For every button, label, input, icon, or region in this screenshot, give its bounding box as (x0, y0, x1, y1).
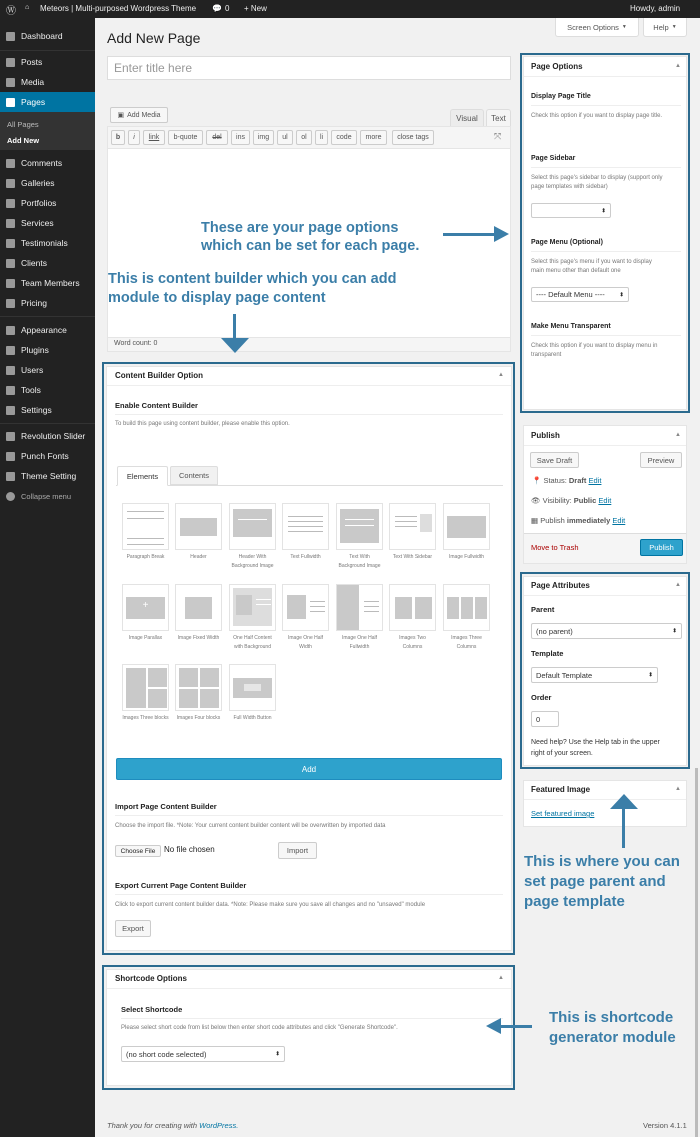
footer-version: Version 4.1.1 (643, 1121, 687, 1130)
module-caption-line: Image Parallax (128, 635, 163, 641)
collapse-icon (6, 492, 15, 501)
menu-galleries[interactable] (0, 173, 95, 193)
publish-title: Publish (531, 431, 560, 440)
annotation-content-builder (108, 270, 396, 308)
module-caption-line: Images Three (451, 635, 482, 641)
edit-status-link[interactable]: Edit (588, 476, 602, 485)
arrow-up-icon (610, 794, 638, 809)
module-caption-line: Text With Sidebar (392, 554, 433, 560)
admin-bar (0, 0, 700, 18)
title-input[interactable]: Enter title here (107, 56, 511, 80)
module-caption-line: Background Image (338, 563, 381, 569)
save-draft-button[interactable]: Save Draft (530, 452, 579, 468)
export-button[interactable]: Export (115, 920, 151, 937)
module-caption-line: Image One Half (287, 635, 324, 641)
display-title-label: Display Page Title (531, 93, 591, 100)
module-caption-line: Width (299, 644, 312, 650)
edit-visibility-link[interactable]: Edit (598, 496, 612, 505)
qt-code-button[interactable]: code (331, 130, 357, 145)
portfolio-icon (6, 199, 15, 208)
module-caption-line: Images Three blocks (122, 715, 169, 721)
editor-status-bar (108, 337, 510, 351)
export-title: Export Current Page Content Builder (115, 881, 247, 890)
qt-close-tags-button[interactable]: close tags (392, 130, 434, 145)
page-title: Add New Page (107, 30, 201, 46)
services-icon (6, 219, 15, 228)
arrow-right-icon (494, 226, 509, 242)
menu-label: Collapse menu (21, 491, 72, 501)
menu-dashboard[interactable] (0, 26, 95, 46)
collapse-arrow-icon[interactable]: ▲ (675, 582, 681, 588)
order-label: Order (531, 693, 552, 702)
edit-date-link[interactable]: Edit (612, 516, 626, 525)
add-module-button[interactable]: Add (116, 758, 502, 780)
menu-theme-setting[interactable] (0, 466, 95, 486)
transparent-label: Make Menu Transparent (531, 323, 611, 330)
menu-label: Tools (21, 385, 41, 395)
menu-label: Comments (21, 158, 63, 168)
menu-users[interactable] (0, 360, 95, 380)
tab-contents[interactable]: Contents (170, 466, 218, 485)
menu-label: Theme Setting (21, 471, 77, 481)
arrow-down-shaft (233, 314, 236, 340)
tools-icon (6, 386, 15, 395)
menu-pages[interactable] (0, 92, 95, 112)
help-line: right of your screen. (531, 750, 593, 757)
qt-del-button[interactable]: del (206, 130, 228, 145)
module-thumbnail: + (122, 584, 169, 631)
export-desc: Click to export current content builder data. *Note: Please make sure you save all changes and no "unsaved" module (115, 902, 426, 908)
qt-link-button[interactable]: link (143, 130, 165, 145)
annotation-line: which can be set for each page. (201, 238, 420, 254)
qt-italic-button[interactable]: i (128, 130, 140, 145)
menu-label: Clients (21, 258, 47, 268)
page-options-highlight (520, 53, 690, 413)
footer-thanks-text: Thank you for creating with (107, 1121, 198, 1130)
qt-bold-button[interactable]: b (111, 130, 125, 145)
collapse-arrow-icon[interactable]: ▲ (675, 432, 681, 438)
add-media-button[interactable] (110, 107, 168, 123)
page-options-title: Page Options (531, 62, 583, 71)
menu-label: Services (21, 218, 54, 228)
menu-label: Pricing (21, 298, 47, 308)
module-caption-line: Text With (349, 554, 370, 560)
content-builder-title: Content Builder Option (115, 371, 203, 380)
howdy-user[interactable]: Howdy, admin (630, 4, 681, 13)
menu-label: Portfolios (21, 198, 57, 208)
qt-ol-button[interactable]: ol (296, 130, 312, 145)
scrollbar[interactable] (695, 768, 698, 1137)
menu-portfolios[interactable] (0, 193, 95, 213)
visibility-label: Visibility: (542, 496, 572, 505)
gear-icon (6, 472, 15, 481)
annotation-shortcode (549, 1008, 676, 1048)
module-caption-line: Image Fullwidth (448, 554, 484, 560)
template-select-value: Default Template (536, 670, 593, 680)
module-caption-line: Full Width Button (233, 715, 272, 721)
comments-count[interactable]: 0 (225, 4, 230, 13)
select-arrow-icon: ⬍ (600, 208, 606, 214)
annotation-line: set page parent and (524, 873, 666, 890)
menu-services[interactable] (0, 213, 95, 233)
users-icon (6, 366, 15, 375)
order-input[interactable]: 0 (531, 711, 559, 727)
module-caption-line: Header (190, 554, 207, 560)
import-title: Import Page Content Builder (115, 802, 217, 811)
plugins-icon (6, 346, 15, 355)
desc-line: main menu other than default one (531, 268, 621, 274)
pricing-icon (6, 299, 15, 308)
menu-testimonials[interactable] (0, 233, 95, 253)
eye-icon: 👁 (531, 496, 541, 505)
module-caption-line: Image Fixed Width (177, 635, 220, 641)
annotation-line: These are your page options (201, 220, 399, 236)
menu-punch-fonts[interactable] (0, 446, 95, 466)
settings-icon (6, 406, 15, 415)
annotation-line: page template (524, 893, 625, 910)
menu-plugins[interactable] (0, 340, 95, 360)
screen-options-tab[interactable] (555, 18, 639, 37)
no-file-chosen: No file chosen (164, 845, 215, 854)
module-caption-line: Columns (456, 644, 477, 650)
publish-date-row (531, 516, 625, 525)
menu-label: Revolution Slider (21, 431, 86, 441)
choose-file-button[interactable]: Choose File (115, 845, 161, 857)
module-caption-line: Header With (238, 554, 267, 560)
media-icon: ▣ (117, 112, 125, 119)
module-caption-line: Background Image (231, 563, 274, 569)
new-content-link[interactable]: + New (244, 4, 267, 13)
arrow-left-icon (486, 1018, 501, 1034)
display-title-desc: Check this option if you want to display page title. (531, 113, 663, 119)
enable-builder-desc: To build this page using content builder, please enable this option. (115, 421, 290, 427)
tab-elements[interactable]: Elements (117, 466, 168, 486)
content-builder-highlight (102, 362, 515, 955)
import-desc: Choose the import file. *Note: Your current content builder content will be overwritten by imported data (115, 823, 386, 829)
module-caption-line: Fullwidth (349, 644, 370, 650)
menu-tools[interactable] (0, 380, 95, 400)
enable-builder-label: Enable Content Builder (115, 401, 198, 410)
annotation-line: This is content builder which you can add (108, 271, 397, 287)
calendar-icon: ▦ (531, 516, 539, 525)
menu-appearance[interactable] (0, 320, 95, 340)
menu-option-label: Page Menu (Optional) (531, 239, 603, 246)
annotation-page-options (201, 219, 419, 255)
help-tab[interactable] (643, 18, 687, 37)
visibility-value: Public (573, 496, 597, 505)
collapse-menu[interactable] (0, 486, 95, 506)
help-label: Help (653, 22, 669, 32)
shortcode-select-value: (no short code selected) (126, 1049, 207, 1059)
qt-ins-button[interactable]: ins (231, 130, 250, 145)
footer-thanks (107, 1121, 238, 1130)
qt-bquote-button[interactable]: b-quote (168, 130, 203, 145)
slider-icon (6, 432, 15, 441)
select-arrow-icon: ⬍ (274, 1051, 280, 1058)
gallery-icon (6, 179, 15, 188)
menu-label: Galleries (21, 178, 55, 188)
page-attributes-highlight (520, 572, 690, 769)
module-caption-line: with Background (234, 644, 271, 650)
menu-posts[interactable] (0, 52, 95, 72)
menu-label: Settings (21, 405, 52, 415)
admin-menu (0, 18, 95, 1137)
preview-button[interactable]: Preview (640, 452, 682, 468)
select-shortcode-label: Select Shortcode (121, 1005, 183, 1014)
pages-icon (6, 98, 15, 107)
arrow-left-shaft (500, 1025, 532, 1028)
submenu-all-pages[interactable]: All Pages (7, 120, 39, 129)
menu-label: Appearance (21, 325, 67, 335)
add-media-label: Add Media (127, 111, 161, 119)
menu-label: Team Members (21, 278, 80, 288)
pin-icon (6, 58, 15, 67)
annotation-line: module to display page content (108, 290, 326, 306)
collapse-arrow-icon[interactable]: ▲ (675, 63, 681, 69)
testimonials-icon (6, 239, 15, 248)
wordpress-logo-icon[interactable]: Ⓦ (6, 6, 16, 17)
desc-line: Check this option if you want to display menu in (531, 343, 658, 349)
tab-visual[interactable]: Visual (450, 109, 484, 126)
module-caption-line: Image One Half (341, 635, 378, 641)
collapse-arrow-icon[interactable]: ▲ (675, 786, 681, 792)
menu-media[interactable] (0, 72, 95, 92)
menu-label: Plugins (21, 345, 49, 355)
appearance-icon (6, 326, 15, 335)
select-arrow-icon: ⬍ (618, 292, 624, 298)
publish-when: immediately (566, 516, 611, 525)
annotation-attributes (524, 852, 680, 912)
tab-text[interactable]: Text (486, 109, 511, 127)
import-button[interactable]: Import (278, 842, 317, 859)
clients-icon (6, 259, 15, 268)
qt-ul-button[interactable]: ul (277, 130, 293, 145)
select-arrow-icon: ⬍ (671, 628, 677, 635)
menu-select-value: ---- Default Menu ---- (536, 290, 605, 299)
screen-options-label: Screen Options (567, 22, 619, 32)
team-icon (6, 279, 15, 288)
media-icon (6, 78, 15, 87)
parent-select-value: (no parent) (536, 626, 573, 636)
menu-label: Punch Fonts (21, 451, 69, 461)
menu-label: Testimonials (21, 238, 68, 248)
module-caption-line: Images Four blocks (176, 715, 221, 721)
collapse-arrow-icon[interactable]: ▲ (498, 975, 504, 981)
shortcode-title: Shortcode Options (115, 974, 187, 983)
pin-icon: 📍 (532, 476, 542, 485)
featured-image-title: Featured Image (531, 785, 591, 794)
visibility-row (531, 496, 611, 505)
desc-line: page templates with sidebar) (531, 184, 608, 190)
qt-li-button[interactable]: li (315, 130, 328, 145)
site-name[interactable]: Meteors | Multi-purposed Wordpress Theme (40, 4, 197, 13)
menu-label: Posts (21, 57, 43, 67)
desc-line: transparent (531, 352, 562, 358)
dashboard-icon (6, 32, 15, 41)
menu-revolution-slider[interactable] (0, 426, 95, 446)
menu-label: Dashboard (21, 31, 63, 41)
annotation-line: generator module (549, 1029, 676, 1046)
move-to-trash-link[interactable]: Move to Trash (531, 543, 579, 552)
home-icon[interactable]: ⌂ (25, 4, 30, 11)
annotation-line: This is shortcode (549, 1009, 674, 1026)
qt-more-button[interactable]: more (360, 130, 387, 145)
collapse-arrow-icon[interactable]: ▲ (498, 372, 504, 378)
select-arrow-icon: ⬍ (647, 672, 653, 679)
submenu-add-new[interactable]: Add New (7, 136, 40, 145)
status-label: Status: (543, 476, 567, 485)
menu-clients[interactable] (0, 253, 95, 273)
qt-img-button[interactable]: img (253, 130, 274, 145)
set-featured-image-link[interactable]: Set featured image (531, 809, 595, 818)
desc-line: Select this page's sidebar to display (support only (531, 175, 663, 181)
fonts-icon (6, 452, 15, 461)
status-row (532, 476, 601, 485)
chevron-down-icon: ▼ (621, 24, 627, 30)
annotation-line: This is where you can (524, 853, 680, 870)
arrow-right-shaft (443, 233, 495, 236)
shortcode-desc: Please select short code from list below then enter short code attributes and click "Generate Shortcode". (121, 1025, 398, 1031)
menu-label: Media (21, 77, 45, 87)
help-line: Need help? Use the Help tab in the upper (531, 739, 660, 746)
publish-label: Publish (540, 516, 565, 525)
module-caption-line: One Half Content (233, 635, 272, 641)
arrow-down-icon (221, 338, 249, 353)
module-caption-line: Columns (402, 644, 423, 650)
menu-team-members[interactable] (0, 273, 95, 293)
fullscreen-icon[interactable]: ⤧ (494, 131, 502, 141)
module-caption-line: Images Two (399, 635, 426, 641)
menu-label: Pages (21, 97, 46, 107)
menu-pricing[interactable] (0, 293, 95, 313)
arrow-up-shaft (622, 808, 625, 848)
menu-comments[interactable] (0, 153, 95, 173)
shortcode-highlight (102, 965, 515, 1090)
template-label: Template (531, 649, 564, 658)
comments-icon[interactable]: 💬 (212, 4, 222, 13)
menu-label: Users (21, 365, 44, 375)
desc-line: Select this page's menu if you want to display (531, 259, 652, 265)
publish-button[interactable]: Publish (640, 539, 683, 556)
chevron-down-icon: ▼ (671, 24, 677, 30)
word-count: Word count: 0 (114, 340, 158, 347)
status-value: Draft (568, 476, 587, 485)
parent-label: Parent (531, 605, 555, 614)
module-caption-line: Paragraph Break (126, 554, 165, 560)
menu-settings[interactable] (0, 400, 95, 420)
module-caption-line: Text Fullwidth (290, 554, 321, 560)
sidebar-label: Page Sidebar (531, 155, 576, 162)
wordpress-link[interactable]: WordPress. (199, 1121, 239, 1130)
comments-icon (6, 159, 15, 168)
page-attributes-title: Page Attributes (531, 581, 590, 590)
